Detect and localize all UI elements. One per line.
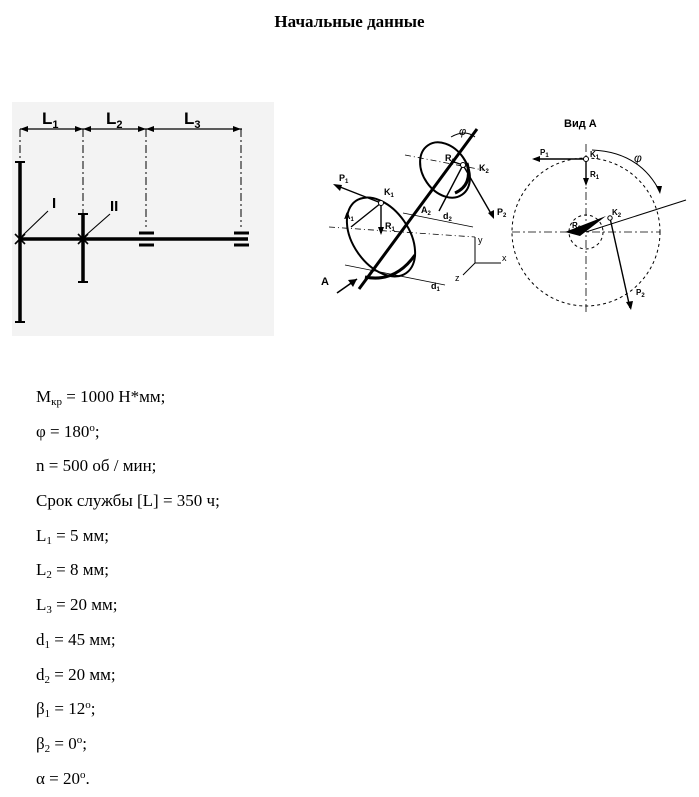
- label-d2-sub: 2: [448, 217, 452, 223]
- svg-text:P1: [339, 173, 349, 185]
- svg-text:P2: [636, 288, 645, 299]
- view-label-p2-sub: 2: [641, 293, 645, 299]
- support-label-2: II: [110, 198, 119, 215]
- dim-label-l1-sub: 1: [52, 119, 59, 131]
- dim-label-l2: L: [106, 109, 117, 128]
- label-a2: A: [421, 205, 428, 215]
- label-r2-sub: 2: [451, 159, 455, 165]
- param-l3: $L_3 = 20$ мм;: [36, 595, 118, 617]
- label-a2-sub: 2: [427, 211, 431, 217]
- view-label-k1-sub: 1: [595, 155, 600, 161]
- param-beta1: $\beta_1 = 12^o$;: [36, 699, 96, 721]
- axis-y: y: [478, 235, 483, 245]
- view-a-title: Вид А: [564, 118, 597, 130]
- param-phi: $\varphi = 180^o$;: [36, 421, 100, 441]
- svg-text:K2: [479, 163, 490, 175]
- param-rpm: n = 500 об / мин;: [36, 456, 157, 476]
- svg-text:L2: [106, 109, 123, 131]
- axis-z: z: [455, 273, 460, 283]
- axis-x: x: [502, 253, 507, 263]
- svg-text:K1: [384, 187, 395, 199]
- angle-phi-view: φ: [634, 151, 642, 165]
- view-label-r1-sub: 1: [595, 175, 600, 181]
- label-r1: R: [385, 221, 392, 231]
- gear-pair-figure: [315, 115, 515, 310]
- label-a1-sub: 1: [350, 217, 354, 223]
- dim-label-l3: L: [184, 109, 195, 128]
- support-label-1: I: [52, 195, 57, 212]
- page-title: Начальные данные: [274, 12, 425, 31]
- label-p1: P: [339, 173, 346, 183]
- view-label-k1: K: [590, 150, 596, 159]
- param-alpha: $\alpha = 20^o$.: [36, 768, 90, 788]
- label-p2-sub: 2: [503, 213, 507, 219]
- view-marker-a: A: [321, 276, 329, 288]
- label-p1-sub: 1: [345, 179, 349, 185]
- svg-text:A2: [421, 205, 432, 217]
- svg-text:P2: [497, 207, 507, 219]
- param-torque: $M_{кр} = 1000$ Н*мм;: [36, 387, 166, 408]
- label-p2: P: [497, 207, 504, 217]
- svg-text:P1: [540, 148, 549, 159]
- svg-text:d1: [431, 281, 441, 293]
- label-k1-sub: 1: [390, 193, 394, 199]
- dim-label-l3-sub: 3: [194, 119, 201, 131]
- parameters-list: [36, 380, 220, 796]
- view-label-p1: P: [540, 148, 546, 157]
- svg-text:A1: [344, 211, 355, 223]
- param-d1: $d_1 = 45$ мм;: [36, 629, 116, 651]
- view-label-k2-sub: 2: [617, 213, 622, 219]
- view-a-figure: [510, 112, 688, 320]
- svg-text:K1: [590, 150, 600, 161]
- param-l1: $L_1 = 5$ мм;: [36, 525, 109, 547]
- svg-text:L1: [42, 109, 59, 131]
- view-label-p2: P: [636, 288, 642, 297]
- param-l2: $L_2 = 8$ мм;: [36, 560, 109, 582]
- label-d2: d: [443, 211, 449, 221]
- label-k2: K: [479, 163, 486, 173]
- shaft-scheme-figure: [12, 102, 274, 336]
- label-r1-sub: 1: [391, 227, 395, 233]
- label-r2: R: [445, 153, 452, 163]
- param-service-life: Срок службы [L] = 350 ч;: [36, 491, 220, 511]
- dim-label-l1: L: [42, 109, 53, 128]
- svg-text:R1: [590, 170, 600, 181]
- label-d1-sub: 1: [436, 287, 440, 293]
- view-label-r2-sub: 2: [577, 226, 582, 232]
- label-k1: K: [384, 187, 391, 197]
- view-label-r1: R: [590, 170, 596, 179]
- param-beta2: $\beta_2 = 0^o$;: [36, 733, 87, 755]
- label-k2-sub: 2: [485, 169, 489, 175]
- svg-text:L3: [184, 109, 201, 131]
- dim-label-l2-sub: 2: [116, 119, 123, 131]
- label-d1: d: [431, 281, 437, 291]
- angle-phi-gears: φ: [459, 126, 467, 138]
- svg-text:K2: [612, 208, 622, 219]
- view-label-p1-sub: 1: [545, 153, 549, 159]
- view-label-k2: K: [612, 208, 618, 217]
- label-a1: A: [344, 211, 351, 221]
- view-label-r2: R: [572, 221, 578, 230]
- param-d2: $d_2 = 20$ мм;: [36, 664, 116, 686]
